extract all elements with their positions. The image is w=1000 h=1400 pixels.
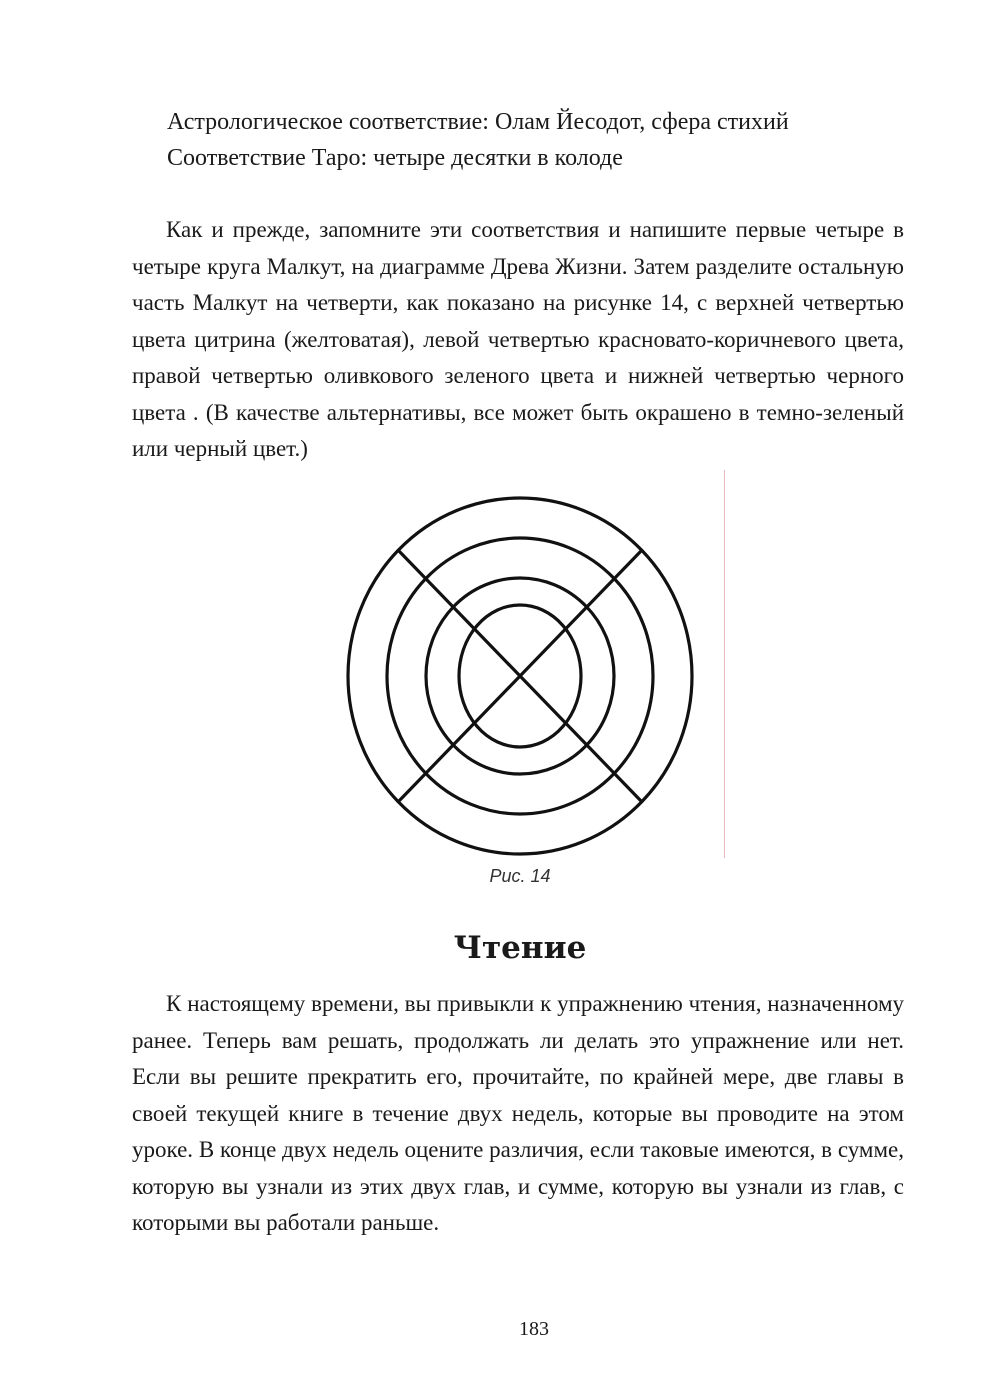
page-number: 183 bbox=[519, 1318, 549, 1340]
tarot-correspondence: Соответствие Таро: четыре десятки в колоде bbox=[167, 145, 623, 171]
margin-rule bbox=[724, 470, 725, 858]
figure-caption: Рис. 14 bbox=[489, 866, 551, 886]
reading-paragraph: К настоящему времени, вы привыкли к упражнению чтения, назначенному ранее. Теперь вам решать, продолжать ли делать это упражнение или нет. Если вы решите прекратить его, прочитайте, по крайней мере, две главы в своей текущей книге в течение двух недель, которые вы проводите на этом уроке. В конце двух недель оцените различия, если таковые имеются, в сумме, которую вы узнали из этих двух глав, и сумме, которую вы узнали из глав, с которыми вы работали раньше. bbox=[132, 991, 904, 1235]
malkuth-quartered-circle-diagram bbox=[345, 495, 695, 857]
section-heading: Чтение bbox=[453, 930, 587, 966]
correspondences-block bbox=[167, 104, 887, 176]
astrological-correspondence: Астрологическое соответствие: Олам Йесодот, сфера стихий bbox=[167, 109, 789, 135]
instructions-paragraph: Как и прежде, запомните эти соответствия и напишите первые четыре в четыре круга Малкут, на диаграмме Древа Жизни. Затем разделите остальную часть Малкут на четверти, как показано на рисунке 14, с верхней четвертью цвета цитрина (желтоватая), левой четвертью красновато-коричневого цвета, правой четвертью оливкового зеленого цвета и нижней четвертью черного цвета . (В качестве альтернативы, все может быть окрашено в темно-зеленый или черный цвет.) bbox=[132, 217, 904, 461]
